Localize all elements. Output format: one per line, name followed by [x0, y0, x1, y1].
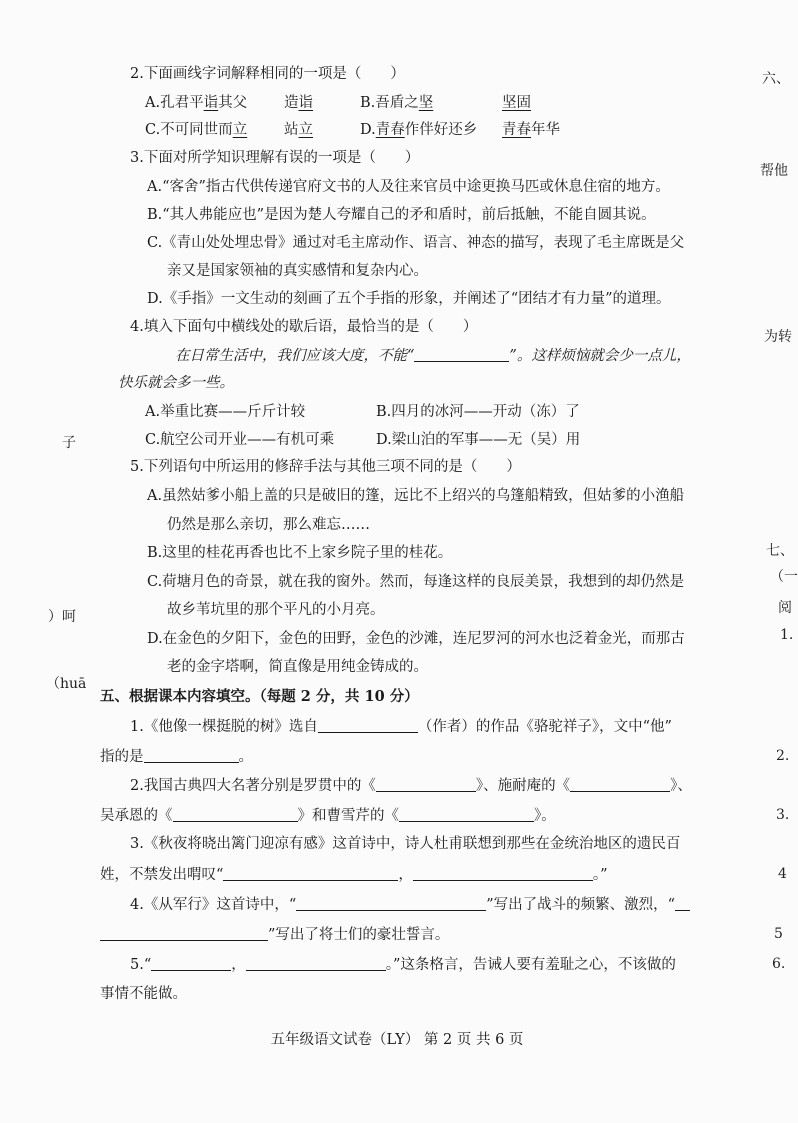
q4-sentence-line2: 快乐就会多一些。	[118, 375, 234, 391]
q3-option-c-line2: 亲又是国家领袖的真实感情和复杂内心。	[167, 263, 428, 279]
fill-2-line2: 吴承恩的《 》和曹雪芹的《 》。	[100, 808, 556, 824]
page-footer: 五年级语文试卷（LY） 第 2 页 共 6 页	[270, 1032, 524, 1048]
q3-option-d: D.《手指》一文生动的刻画了五个手指的形象，并阐述了“团结才有力量”的道理。	[147, 291, 671, 307]
q4-option-d: D.梁山泊的军事——无（吴）用	[376, 432, 581, 448]
edge-right-8: 2.	[776, 748, 790, 764]
q4-option-a: A.举重比赛——斤斤计较	[145, 404, 306, 420]
edge-right-3: 为转	[764, 329, 792, 345]
q2-option-a-compare: 造诣	[284, 95, 313, 111]
fill-2-line1: 2.我国古典四大名著分别是罗贯中的《 》、施耐庵的《 》、	[130, 778, 692, 794]
q5-option-b: B.这里的桂花再香也比不上家乡院子里的桂花。	[147, 545, 453, 561]
edge-left-1: 子	[62, 435, 76, 451]
edge-right-6: 阅	[778, 600, 792, 616]
q2-option-d: D.青春作伴好还乡	[360, 122, 478, 138]
q2-stem: 2.下面画线字词解释相同的一项是（ ）	[130, 66, 405, 82]
q2-option-a: A.孔君平诣其父	[145, 95, 248, 111]
q4-sentence-line1: 在日常生活中，我们应该大度，不能“ ”。这样烦恼就会少一点儿，	[175, 348, 691, 364]
q2-option-c-compare: 站立	[284, 122, 313, 138]
fill-2-wu-blank[interactable]	[173, 807, 298, 822]
q3-option-c-line1: C.《青山处处埋忠骨》通过对毛主席动作、语言、神态的描写，表现了毛主席既是父	[147, 235, 685, 251]
fill-4-line1: 4.《从军行》这首诗中，“ ”写出了战斗的频繁、激烈，“	[130, 896, 690, 914]
fill-4-blank-2-end[interactable]	[100, 926, 268, 941]
fill-2-luo-blank[interactable]	[376, 777, 476, 792]
q2-option-b: B.吾盾之坚	[360, 95, 434, 111]
edge-right-7: 1.	[780, 627, 794, 643]
edge-right-5: （一	[770, 569, 798, 585]
fill-3-blank-1[interactable]	[223, 866, 398, 881]
q2-option-d-compare: 青春年华	[502, 122, 560, 138]
fill-2-cao-blank[interactable]	[399, 807, 534, 822]
q4-option-b: B.四月的冰河——开动（冻）了	[376, 404, 580, 420]
q2-option-c: C.不可同世而立	[145, 122, 248, 138]
edge-left-3: （huā	[46, 676, 87, 692]
q4-option-c: C.航空公司开业——有机可乘	[145, 432, 335, 448]
edge-right-2: 帮他	[760, 163, 788, 179]
edge-right-9: 3.	[776, 807, 790, 823]
fill-3-line2: 姓，不禁发出喟叹“ ， 。”	[100, 867, 608, 883]
q4-answer-blank[interactable]	[414, 347, 509, 362]
edge-right-4: 七、	[766, 543, 794, 559]
q3-stem: 3.下面对所学知识理解有误的一项是（ ）	[130, 150, 420, 166]
fill-1-author-blank[interactable]	[318, 718, 418, 733]
fill-4-blank-2-start[interactable]	[675, 896, 690, 911]
q4-stem: 4.填入下面句中横线处的歇后语，最恰当的是（ ）	[130, 319, 478, 335]
edge-right-12: 6.	[772, 956, 786, 972]
q5-option-c-line2: 故乡苇坑里的那个平凡的小月亮。	[167, 602, 385, 618]
fill-5-blank-2[interactable]	[246, 956, 386, 971]
q5-option-c-line1: C.荷塘月色的奇景，就在我的窗外。然而，每逢这样的良辰美景，我想到的却仍然是	[147, 574, 685, 590]
fill-4-blank-1[interactable]	[296, 896, 486, 911]
fill-1-line2: 指的是 。	[100, 749, 253, 765]
q2-option-b-compare: 坚固	[502, 95, 531, 111]
edge-right-1: 六、	[762, 71, 790, 87]
q5-option-a-line1: A.虽然姑爹小船上盖的只是破旧的篷，远比不上绍兴的乌篷船精致，但姑爹的小渔船	[147, 488, 685, 504]
fill-5-line2: 事情不能做。	[100, 986, 187, 1002]
fill-2-shi-blank[interactable]	[570, 777, 670, 792]
q5-option-a-line2: 仍然是那么亲切，那么难忘……	[167, 517, 370, 533]
fill-3-line1: 3.《秋夜将晓出篱门迎凉有感》这首诗中，诗人杜甫联想到那些在金统治地区的遗民百	[130, 836, 681, 852]
q5-option-d-line2: 老的金字塔啊，简直像是用纯金铸成的。	[167, 659, 428, 675]
edge-right-11: 5	[774, 926, 783, 942]
section-5-title: 五、根据课本内容填空。（每题 2 分，共 10 分）	[100, 688, 419, 705]
q5-stem: 5.下列语句中所运用的修辞手法与其他三项不同的是（ ）	[130, 459, 521, 475]
q3-option-b: B.“其人弗能应也”是因为楚人夸耀自己的矛和盾时，前后抵触，不能自圆其说。	[147, 207, 656, 223]
q5-option-d-line1: D.在金色的夕阳下，金色的田野，金色的沙滩，连尼罗河的河水也泛着金光，而那古	[147, 631, 685, 647]
fill-1-he-blank[interactable]	[144, 748, 239, 763]
fill-5-blank-1[interactable]	[151, 956, 231, 971]
fill-3-blank-2[interactable]	[413, 866, 593, 881]
edge-right-10: 4	[778, 866, 787, 882]
fill-1-line1: 1.《他像一棵挺脱的树》选自 （作者）的作品《骆驼祥子》，文中“他”	[130, 719, 672, 735]
fill-4-line2: ”写出了将士们的豪壮誓言。	[100, 926, 449, 944]
fill-5-line1: 5.“ ， 。”这条格言，告诫人要有羞耻之心，不该做的	[130, 957, 676, 973]
q3-option-a: A.“客舍”指古代供传递官府文书的人及往来官员中途更换马匹或休息住宿的地方。	[147, 179, 670, 195]
edge-left-2: ）呵	[48, 609, 76, 625]
